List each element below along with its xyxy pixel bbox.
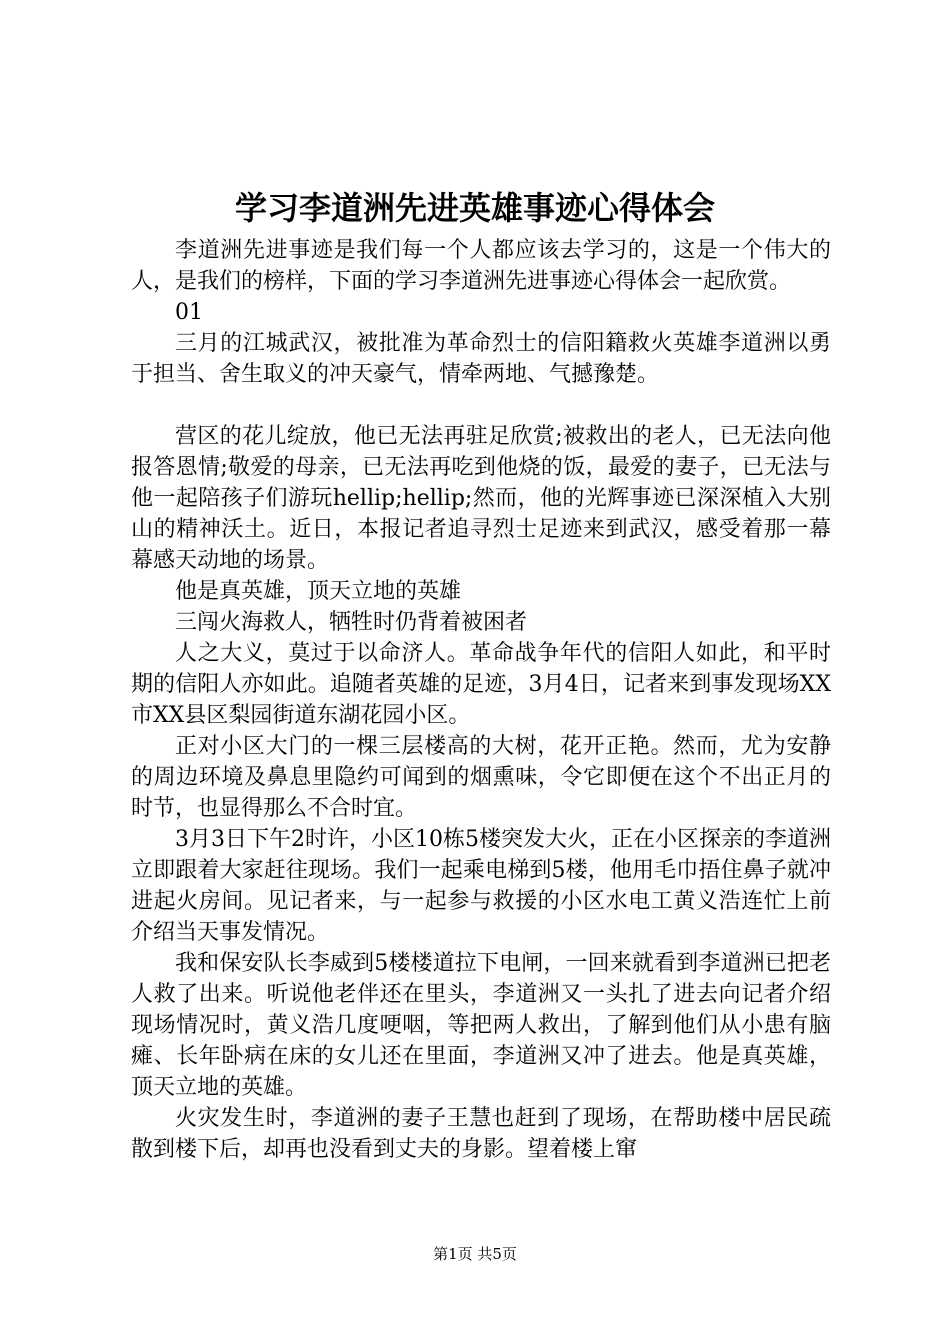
page-number-footer: 第1页 共5页 bbox=[433, 1245, 517, 1263]
section-number: 01 bbox=[175, 300, 203, 325]
paragraph: 3月3日下午2时许，小区10栋5楼突发大火，正在小区探亲的李道洲立即跟着大家赶往现场。我们一起乘电梯到5楼，他用毛巾捂住鼻子就冲进起火房间。见记者来，与一起参与救援的小区水电工黄义浩连忙上前介绍当天事发情况。 bbox=[131, 827, 831, 945]
paragraph-intro: 李道洲先进事迹是我们每一个人都应该去学习的，这是一个伟大的人，是我们的榜样，下面的学习李道洲先进事迹心得体会一起欣赏。 bbox=[131, 238, 831, 294]
paragraph: 营区的花儿绽放，他已无法再驻足欣赏;被救出的老人，已无法向他报答恩情;敬爱的母亲，已无法再吃到他烧的饭，最爱的妻子，已无法与他一起陪孩子们游玩hellip;hellip;然而，他的光辉事迹已深深植入大别山的精神沃土。近日，本报记者追寻烈士足迹来到武汉，感受着那一幕幕感天动地的场景。 bbox=[131, 424, 831, 573]
paragraph: 正对小区大门的一棵三层楼高的大树，花开正艳。然而，尤为安静的周边环境及鼻息里隐约可闻到的烟熏味，令它即便在这个不出正月的时节，也显得那么不合时宜。 bbox=[131, 734, 831, 821]
document-body bbox=[131, 235, 831, 1165]
subheading: 他是真英雄，顶天立地的英雄 bbox=[175, 579, 462, 604]
subheading: 三闯火海救人，牺牲时仍背着被困者 bbox=[175, 610, 528, 635]
paragraph: 三月的江城武汉，被批准为革命烈士的信阳籍救火英雄李道洲以勇于担当、舍生取义的冲天豪气，情牵两地、气撼豫楚。 bbox=[131, 331, 831, 387]
paragraph: 人之大义，莫过于以命济人。革命战争年代的信阳人如此，和平时期的信阳人亦如此。追随者英雄的足迹，3月4日，记者来到事发现场XX市XX县区梨园街道东湖花园小区。 bbox=[131, 641, 831, 728]
paragraph: 我和保安队长李威到5楼楼道拉下电闸，一回来就看到李道洲已把老人救了出来。听说他老伴还在里头，李道洲又一头扎了进去向记者介绍现场情况时，黄义浩几度哽咽，等把两人救出，了解到他们从小患有脑瘫、长年卧病在床的女儿还在里面，李道洲又冲了进去。他是真英雄，顶天立地的英雄。 bbox=[131, 951, 831, 1100]
paragraph: 火灾发生时，李道洲的妻子王慧也赶到了现场，在帮助楼中居民疏散到楼下后，却再也没看到丈夫的身影。望着楼上窜 bbox=[131, 1106, 831, 1162]
document-title: 学习李道洲先进英雄事迹心得体会 bbox=[234, 189, 715, 227]
